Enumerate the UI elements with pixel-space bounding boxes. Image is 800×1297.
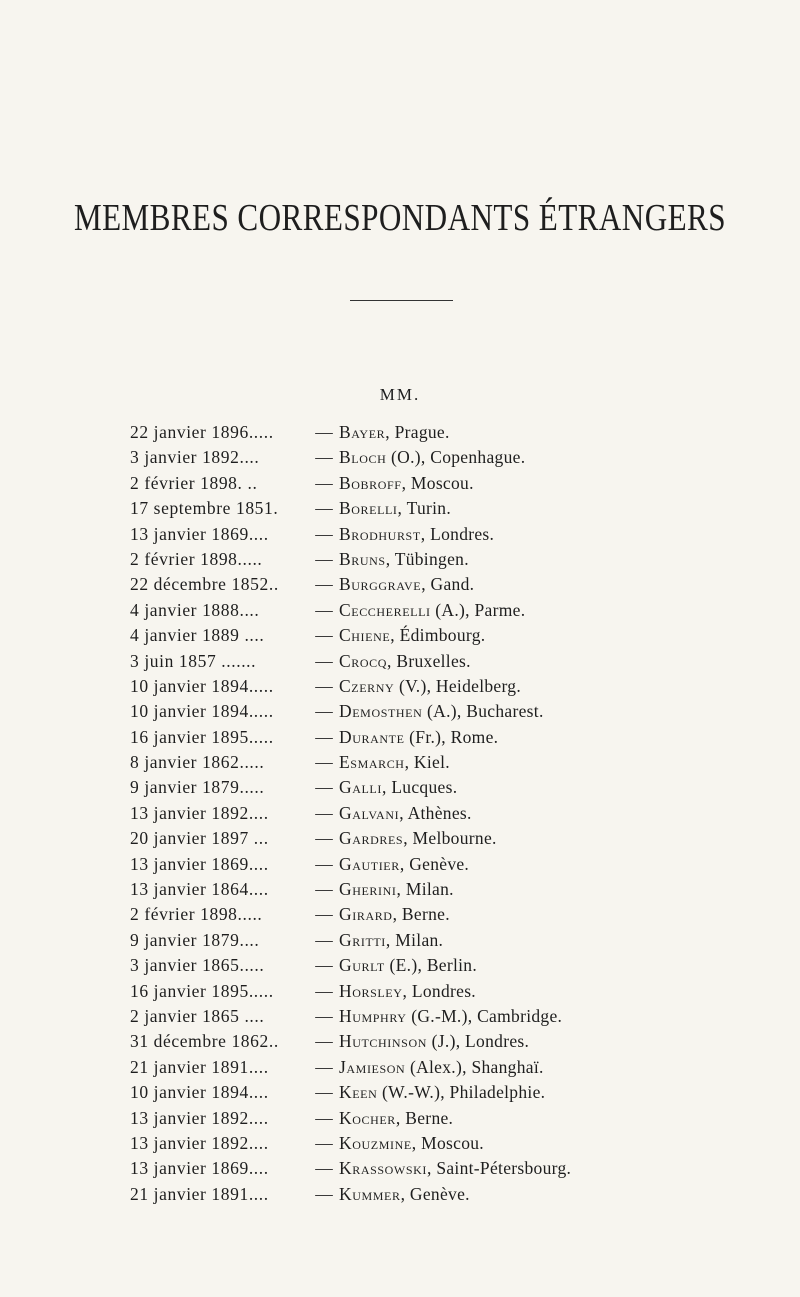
member-details: (Alex.), Shanghaï. [405, 1056, 544, 1077]
member-row [0, 1004, 800, 1029]
member-election-date: 2 février 1898..... [130, 548, 263, 569]
member-election-date: 2 janvier 1865 .... [130, 1005, 265, 1026]
member-entry [339, 725, 498, 750]
member-election-date: 3 janvier 1865..... [130, 955, 265, 976]
member-details: , Prague. [385, 422, 450, 442]
member-dash: — [315, 523, 333, 544]
member-election-date: 9 janvier 1879..... [130, 777, 265, 798]
member-election-date: 20 janvier 1897 ... [130, 828, 269, 849]
member-entry [339, 826, 497, 851]
member-details: (O.), Copenhague. [386, 447, 526, 468]
member-row [0, 572, 800, 597]
member-dash: — [315, 828, 333, 849]
member-entry [339, 522, 494, 547]
member-row [0, 750, 800, 775]
member-details: , Berne. [392, 904, 450, 925]
member-details: , Bruxelles. [387, 650, 471, 671]
member-name: Keen [339, 1082, 378, 1103]
member-name: Kummer [339, 1183, 401, 1204]
member-name: Esmarch [339, 752, 405, 773]
member-dash: — [315, 1082, 333, 1103]
member-election-date: 22 décembre 1852.. [130, 574, 279, 595]
member-entry [339, 445, 525, 470]
member-name: Kocher [339, 1107, 396, 1128]
member-row [0, 598, 800, 623]
member-dash: — [315, 472, 333, 493]
member-entry [339, 623, 485, 648]
member-row [0, 877, 800, 902]
member-entry [339, 750, 450, 775]
member-dash: — [315, 726, 333, 747]
member-row [0, 902, 800, 927]
page-title: MEMBRES CORRESPONDANTS ÉTRANGERS [73, 197, 727, 239]
member-dash: — [315, 1183, 333, 1204]
member-dash: — [315, 777, 333, 798]
member-details: (A.), Parme. [430, 599, 526, 620]
member-election-date: 10 janvier 1894..... [130, 675, 274, 696]
member-name: Durante [339, 726, 405, 747]
member-election-date: 13 janvier 1864.... [130, 879, 269, 900]
member-details: (V.), Heidelberg. [394, 675, 522, 696]
member-row [0, 547, 800, 572]
member-details: , Kiel. [404, 752, 450, 773]
member-election-date: 17 septembre 1851. [130, 498, 279, 519]
member-election-date: 22 janvier 1896..... [130, 422, 274, 442]
member-details: (E.), Berlin. [384, 955, 478, 976]
title-divider [350, 300, 453, 301]
member-entry [339, 902, 450, 927]
member-details: , Londres. [420, 523, 495, 544]
member-election-date: 8 janvier 1862..... [130, 752, 265, 773]
member-name: Bruns [339, 548, 386, 569]
member-row [0, 1131, 800, 1156]
member-dash: — [315, 599, 333, 620]
member-entry [339, 1080, 545, 1105]
member-election-date: 21 janvier 1891.... [130, 1183, 269, 1204]
member-details: , Saint-Pétersbourg. [426, 1158, 572, 1179]
member-dash: — [315, 1107, 333, 1128]
member-entry [339, 877, 454, 902]
member-entry [339, 928, 443, 953]
member-election-date: 13 janvier 1869.... [130, 1158, 269, 1179]
member-details: , Genève. [400, 1183, 470, 1204]
member-name: Burggrave [339, 574, 422, 595]
member-election-date: 13 janvier 1869.... [130, 853, 269, 874]
member-name: Demosthen [339, 701, 423, 722]
member-entry [339, 1029, 529, 1054]
member-row [0, 775, 800, 800]
member-dash: — [315, 1031, 333, 1052]
member-dash: — [315, 574, 333, 595]
member-details: , Gand. [421, 574, 475, 595]
member-entry [339, 852, 469, 877]
member-dash: — [315, 879, 333, 900]
member-details: , Tübingen. [385, 548, 469, 569]
member-row [0, 471, 800, 496]
member-row [0, 979, 800, 1004]
member-details: , Milan. [385, 929, 444, 950]
member-dash: — [315, 701, 333, 722]
member-name: Girard [339, 904, 393, 925]
member-row [0, 953, 800, 978]
member-dash: — [315, 447, 333, 468]
member-entry [339, 979, 476, 1004]
member-election-date: 10 janvier 1894..... [130, 701, 274, 722]
member-details: (J.), Londres. [426, 1031, 530, 1052]
member-entry [339, 1131, 484, 1156]
member-dash: — [315, 1005, 333, 1026]
member-details: , Genève. [399, 853, 470, 874]
member-row [0, 496, 800, 521]
member-dash: — [315, 675, 333, 696]
member-election-date: 4 janvier 1889 .... [130, 625, 265, 646]
member-entry [339, 1106, 453, 1131]
member-row [0, 1156, 800, 1181]
member-details: (A.), Bucharest. [422, 701, 544, 722]
member-row [0, 623, 800, 648]
member-name: Gardres [339, 828, 404, 849]
member-election-date: 3 juin 1857 ....... [130, 650, 257, 671]
member-row [0, 445, 800, 470]
member-name: Kouzmine [339, 1132, 412, 1153]
member-entry [339, 471, 474, 496]
member-entry [339, 674, 521, 699]
member-row [0, 801, 800, 826]
member-election-date: 16 janvier 1895..... [130, 726, 274, 747]
member-name: Krassowski [339, 1158, 427, 1179]
member-name: Galvani [339, 802, 400, 823]
member-row [0, 1106, 800, 1131]
member-election-date: 13 janvier 1892.... [130, 1107, 269, 1128]
member-dash: — [315, 1056, 333, 1077]
member-election-date: 4 janvier 1888.... [130, 599, 260, 620]
member-election-date: 21 janvier 1891.... [130, 1056, 269, 1077]
member-details: , Milan. [396, 879, 454, 900]
member-dash: — [315, 1132, 333, 1153]
member-row [0, 1182, 800, 1207]
member-dash: — [315, 980, 333, 1001]
section-label: MM. [379, 385, 421, 404]
member-name: Bayer [339, 422, 386, 442]
member-details: , Moscou. [401, 472, 474, 493]
member-details: (Fr.), Rome. [404, 726, 499, 747]
member-dash: — [315, 1158, 333, 1179]
member-row [0, 1080, 800, 1105]
member-row [0, 1029, 800, 1054]
member-election-date: 2 février 1898. .. [130, 472, 258, 493]
member-dash: — [315, 498, 333, 519]
member-row [0, 928, 800, 953]
member-name: Crocq [339, 650, 388, 671]
member-election-date: 16 janvier 1895..... [130, 980, 274, 1001]
member-name: Czerny [339, 675, 395, 696]
member-details: , Moscou. [411, 1132, 484, 1153]
member-dash: — [315, 904, 333, 925]
member-election-date: 9 janvier 1879.... [130, 929, 260, 950]
member-dash: — [315, 422, 333, 442]
member-dash: — [315, 853, 333, 874]
member-entry [339, 775, 457, 800]
member-dash: — [315, 752, 333, 773]
member-row [0, 1055, 800, 1080]
member-dash: — [315, 955, 333, 976]
member-name: Chiene [339, 625, 391, 646]
member-dash: — [315, 650, 333, 671]
member-details: , Édimbourg. [390, 625, 486, 646]
member-election-date: 13 janvier 1892.... [130, 802, 269, 823]
member-name: Gherini [339, 879, 397, 900]
member-details: , Melbourne. [403, 828, 497, 849]
member-entry [339, 1055, 544, 1080]
member-dash: — [315, 929, 333, 950]
member-row [0, 522, 800, 547]
member-details: , Lucques. [381, 777, 458, 798]
member-name: Borelli [339, 498, 398, 519]
member-details: , Berne. [395, 1107, 454, 1128]
member-row [0, 699, 800, 724]
member-entry [339, 1156, 571, 1181]
member-entry [339, 649, 471, 674]
member-row [0, 674, 800, 699]
member-details: (W.-W.), Philadelphie. [377, 1082, 546, 1103]
member-details: , Londres. [402, 980, 476, 1001]
member-details: , Athènes. [399, 802, 472, 823]
member-name: Brodhurst [339, 523, 421, 544]
member-election-date: 31 décembre 1862.. [130, 1031, 279, 1052]
member-entry [339, 1004, 562, 1029]
member-row [0, 826, 800, 851]
member-entry [339, 572, 474, 597]
member-entry [339, 420, 450, 445]
member-election-date: 13 janvier 1892.... [130, 1132, 269, 1153]
member-name: Bobroff [339, 472, 402, 493]
member-dash: — [315, 548, 333, 569]
member-row [0, 725, 800, 750]
member-row [0, 852, 800, 877]
member-name: Humphry [339, 1005, 407, 1026]
member-dash: — [315, 802, 333, 823]
member-entry [339, 547, 469, 572]
member-entry [339, 496, 451, 521]
member-election-date: 13 janvier 1869.... [130, 523, 269, 544]
member-entry [339, 953, 477, 978]
member-name: Horsley [339, 980, 403, 1001]
member-entry [339, 598, 525, 623]
member-name: Gritti [339, 929, 386, 950]
member-election-date: 3 janvier 1892.... [130, 447, 260, 468]
member-name: Galli [339, 777, 382, 798]
member-name: Hutchinson [339, 1031, 427, 1052]
member-row [0, 420, 800, 445]
member-details: (G.-M.), Cambridge. [406, 1005, 563, 1026]
member-name: Jamieson [339, 1056, 406, 1077]
member-row [0, 649, 800, 674]
member-name: Gurlt [339, 955, 385, 976]
member-dash: — [315, 625, 333, 646]
member-name: Gautier [339, 853, 400, 874]
member-entry [339, 801, 472, 826]
member-entry [339, 1182, 470, 1207]
member-name: Bloch [339, 447, 387, 468]
member-name: Ceccherelli [339, 599, 431, 620]
member-election-date: 10 janvier 1894.... [130, 1082, 269, 1103]
member-details: , Turin. [397, 498, 452, 519]
member-entry [339, 699, 544, 724]
members-list [0, 420, 800, 1207]
member-election-date: 2 février 1898..... [130, 904, 263, 925]
